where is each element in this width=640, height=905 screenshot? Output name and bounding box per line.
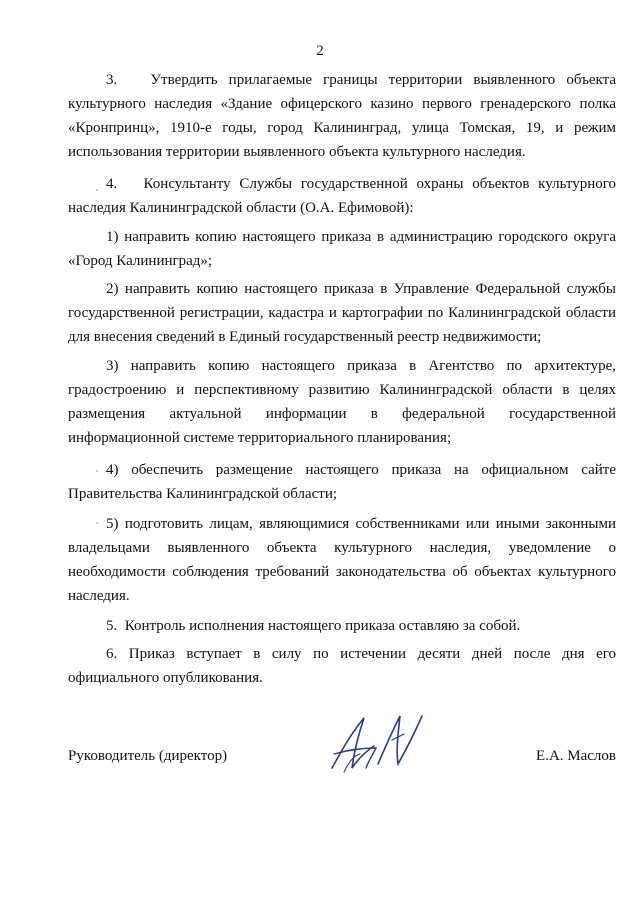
paragraph-item-5: 5. Контроль исполнения настоящего приказа оставляю за собой. <box>106 618 521 634</box>
paragraph-subitem-1: 1) направить копию настоящего приказа в администрацию городского округа «Город Калининград»; <box>68 229 616 269</box>
paragraph-item-6: 6. Приказ вступает в силу по истечении десяти дней после дня его официального опубликования. <box>68 646 616 686</box>
paragraph-subitem-5: 5) подготовить лицам, являющимися собственниками или иными законными владельцами выявленного объекта культурного наследия, уведомление о необходимости соблюдения требований законодательства об объектах культурного наследия. <box>68 516 616 604</box>
scan-speck <box>96 470 98 472</box>
paragraph-subitem-3: 3) направить копию настоящего приказа в Агентство по архитектуре, градостроению и перспективному развитию Калининградской области в целях размещения актуальной информации в федеральной государственной информационной системе территориального планирования; <box>68 358 616 446</box>
signatory-name: Е.А. Маслов <box>536 748 616 764</box>
paragraph-item-4: 4. Консультанту Службы государственной охраны объектов культурного наследия Калининградской области (О.А. Ефимовой): <box>68 176 616 216</box>
scan-speck <box>96 189 98 191</box>
signatory-role: Руководитель (директор) <box>68 748 228 764</box>
paragraph-subitem-4: 4) обеспечить размещение настоящего приказа на официальном сайте Правительства Калининградской области; <box>68 462 616 502</box>
paragraph-item-3: 3. Утвердить прилагаемые границы территории выявленного объекта культурного наследия «Здание офицерского казино первого гренадерского полка «Кронпринц», 1910-е годы, город Калининград, улица Томская, 19, и режим использования территории выявленного объекта культурного наследия. <box>68 72 616 160</box>
scan-speck <box>96 522 98 524</box>
page-number: 2 <box>316 43 324 59</box>
paragraph-subitem-2: 2) направить копию настоящего приказа в Управление Федеральной службы государственной регистрации, кадастра и картографии по Калининградской области для внесения сведений в Единый государственный реестр недвижимости; <box>68 281 616 345</box>
handwritten-signature <box>314 710 434 780</box>
